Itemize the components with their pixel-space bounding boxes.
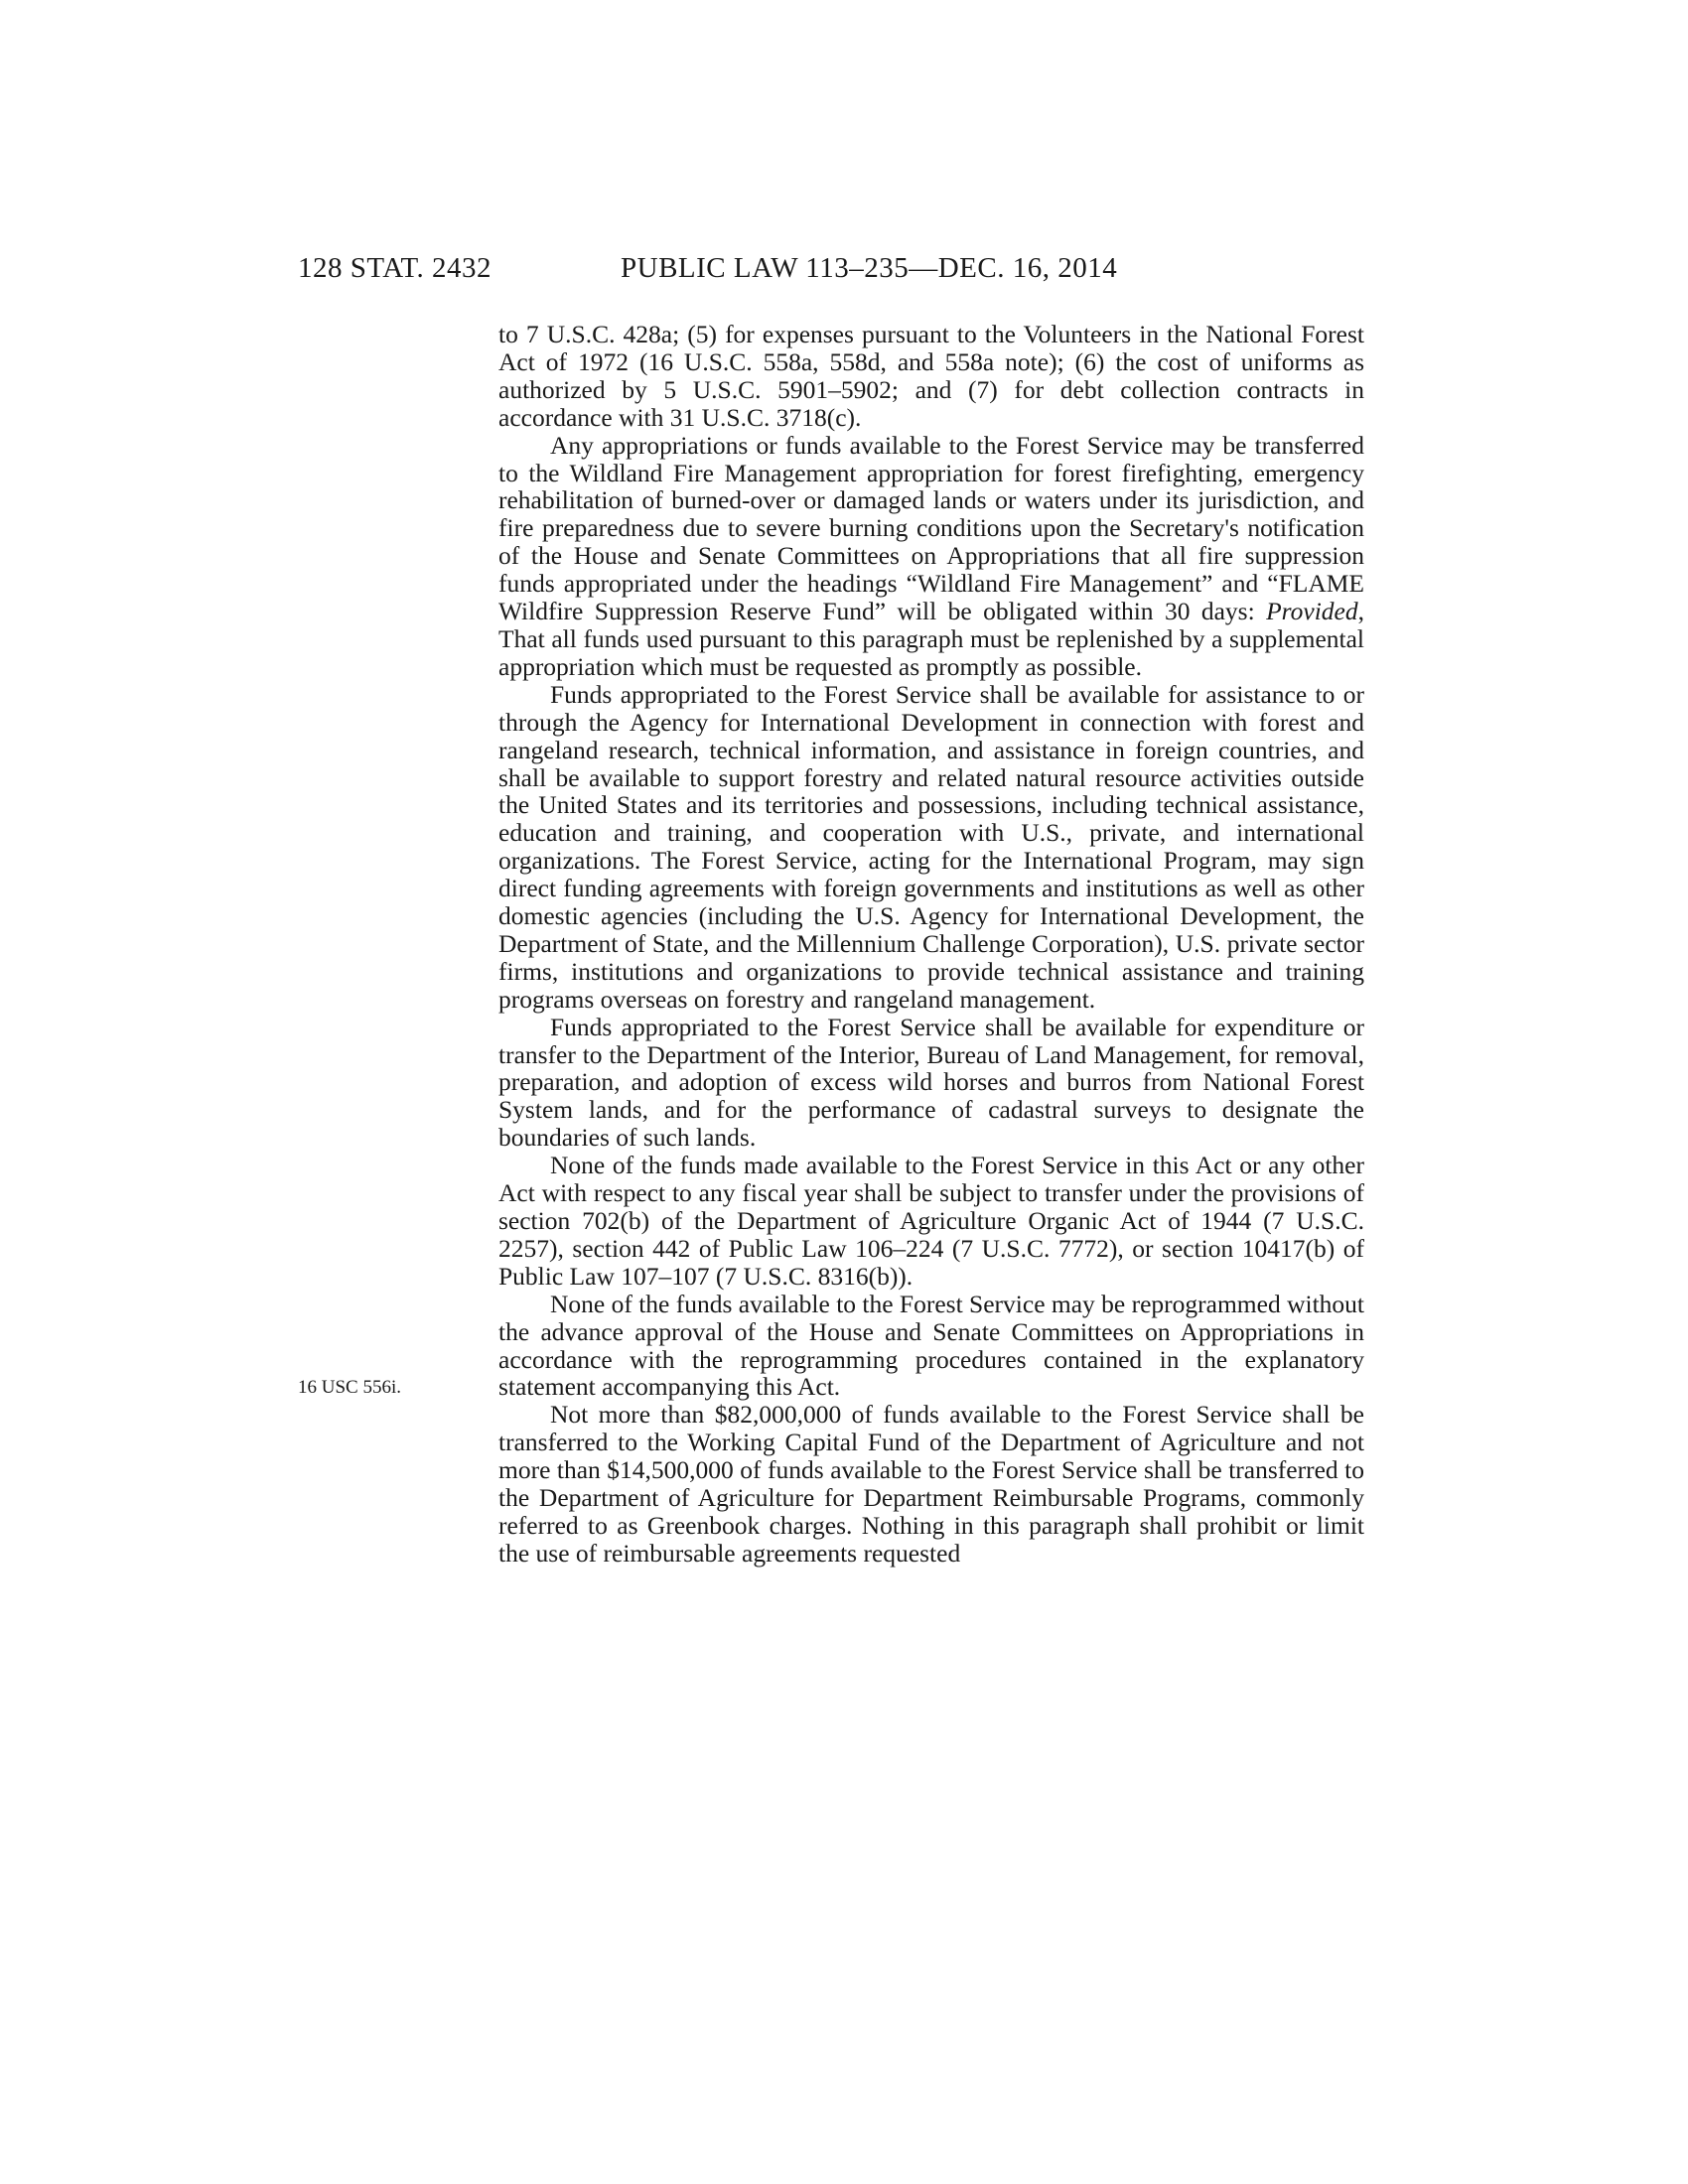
- paragraph-reprogramming: None of the funds available to the Forest Service may be reprogrammed without the advance approval of the House and Senate Committees on Appropriations in accordance with the reprogramming procedures contained in the explanatory statement accompanying this Act.: [498, 1289, 1365, 1402]
- provided-italic: Provided: [1266, 597, 1358, 626]
- document-body: [498, 321, 1364, 1568]
- paragraph-working-capital: Not more than $82,000,000 of funds available to the Forest Service shall be transferred to the Working Capital Fund of the Department of Agriculture and not more than $14,500,000 of funds available to the Forest Service shall be transferred to the Department of Agriculture for Department Reimbursable Programs, commonly referred to as Greenbook charges. Nothing in this paragraph shall prohibit or limit the use of reimbursable agreements requested: [498, 1400, 1364, 1568]
- paragraph-fire-transfer: [498, 432, 1364, 681]
- page-header: [298, 248, 1192, 288]
- paragraph-international: Funds appropriated to the Forest Service shall be available for assistance to or through the Agency for International Development in connection with forest and rangeland research, technical information, and assistance in foreign countries, and shall be available to support forestry and related natural resource activities outside the United States and its territories and possessions, including technical assistance, education and training, and cooperation with U.S., private, and international organizations. The Forest Service, acting for the International Program, may sign direct funding agreements with foreign governments and institutions as well as other domestic agencies (including the U.S. Agency for International Development, the Department of State, and the Millennium Challenge Corporation), U.S. private sector firms, institutions and organizations to provide technical assistance and training programs overseas on forestry and rangeland management.: [498, 679, 1364, 1014]
- paragraph-continued: to 7 U.S.C. 428a; (5) for expenses pursuant to the Volunteers in the National Forest Act of 1972 (16 U.S.C. 558a, 558d, and 558a note); (6) the cost of uniforms as authorized by 5 U.S.C. 5901–5902; and (7) for debt collection contracts in accordance with 31 U.S.C. 3718(c).: [498, 320, 1364, 432]
- paragraph-fire-transfer-text: Any appropriations or funds available to the Forest Service may be transferred to the Wildland Fire Management appropriation for forest firefighting, emergency rehabilitation of burned-over or damaged lands or waters under its jurisdiction, and fire preparedness due to severe burning conditions upon the Secretary's notification of the House and Senate Committees on Appropriations that all fire suppression funds appropriated under the headings “Wildland Fire Management” and “FLAME Wildfire Suppression Reserve Fund” will be obligated within 30 days:: [498, 430, 1364, 626]
- stat-page-number: 128 STAT. 2432: [298, 252, 492, 284]
- paragraph-transfer-restriction: None of the funds made available to the Forest Service in this Act or any other Act with respect to any fiscal year shall be subject to transfer under the provisions of section 702(b) of the Department of Agriculture Organic Act of 1944 (7 U.S.C. 2257), section 442 of Public Law 106–224 (7 U.S.C. 7772), or section 10417(b) of Public Law 107–107 (7 U.S.C. 8316(b)).: [498, 1151, 1364, 1291]
- paragraph-fire-transfer-proviso: , That all funds used pursuant to this paragraph must be replenished by a supplemental appropriation which must be requested as promptly as possible.: [498, 597, 1364, 681]
- margin-note-usc: 16 USC 556i.: [298, 1377, 401, 1398]
- paragraph-wild-horses: Funds appropriated to the Forest Service shall be available for expenditure or transfer to the Department of the Interior, Bureau of Land Management, for removal, preparation, and adoption of excess wild horses and burros from National Forest System lands, and for the performance of cadastral surveys to designate the boundaries of such lands.: [498, 1012, 1364, 1153]
- public-law-title: PUBLIC LAW 113–235—DEC. 16, 2014: [621, 252, 1118, 284]
